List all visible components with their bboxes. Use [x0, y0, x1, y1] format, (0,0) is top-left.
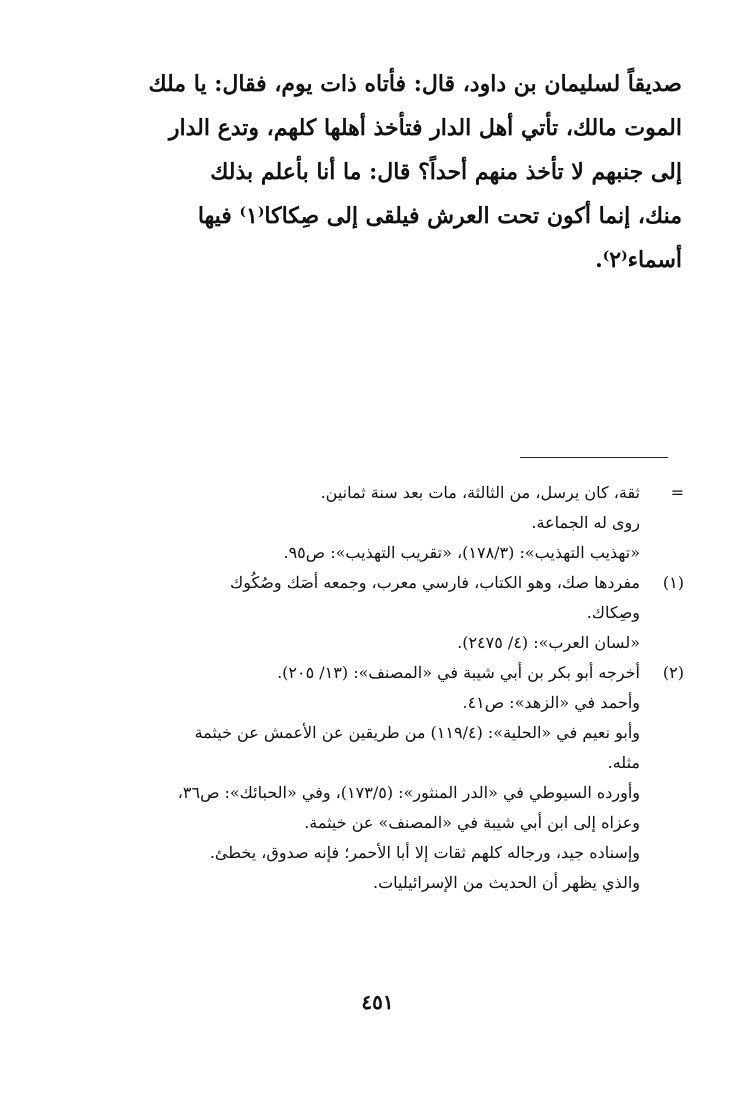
main-text-line: إلى جنبهم لا تأخذ منهم أحداً؟ قال: ما أنا بأعلم بذلك — [210, 159, 682, 185]
footnote-1 — [104, 568, 684, 658]
footnote-line: روى له الجماعة. — [531, 513, 640, 532]
footnote-line: وإسناده جيد، ورجاله كلهم ثقات إلا أبا الأحمر؛ فإنه صدوق، يخطئ. — [209, 843, 640, 862]
footnote-marker: = — [670, 483, 684, 502]
footnote-line: مفردها صك، وهو الكتاب، فارسي معرب، وجمعه أصَك وصُكُوك — [230, 573, 640, 592]
footnote-marker: (٢) — [662, 663, 684, 682]
footnotes — [104, 478, 684, 898]
footnote-line: «تهذيب التهذيب»: (١٧٨/٣)، «تقريب التهذيب»: ص٩٥. — [283, 543, 640, 562]
main-text-line: منك، إنما أكون تحت العرش فيلقى إلى صِكاكا⁽١⁾ فيها — [197, 203, 682, 229]
footnote-line: وأورده السيوطي في «الدر المنثور»: (١٧٣/٥)، وفي «الحبائك»: ص٣٦، — [177, 783, 640, 802]
footnote-marker: (١) — [662, 573, 684, 592]
page-number: ٤٥١ — [361, 990, 394, 1014]
footnote-line: وأحمد في «الزهد»: ص٤١. — [462, 693, 640, 712]
main-text-line: أسماء⁽٢⁾. — [595, 247, 682, 273]
footnote-line: وصِكاك. — [586, 603, 640, 622]
footnote-line: «لسان العرب»: (٤/ ٢٤٧٥). — [457, 633, 640, 652]
footnote-line: ثقة، كان يرسل، من الثالثة، مات بعد سنة ثمانين. — [320, 483, 640, 502]
main-text-line: صديقاً لسليمان بن داود، قال: فأتاه ذات يوم، فقال: يا ملك — [148, 71, 682, 97]
footnote-line: مثله. — [607, 753, 640, 772]
footnote-line: وأبو نعيم في «الحلية»: (١١٩/٤) من طريقين عن الأعمش عن خيثمة — [194, 723, 640, 742]
footnote-line: وعزاه إلى ابن أبي شيبة في «المصنف» عن خيثمة. — [304, 813, 640, 832]
footnote-2 — [104, 658, 684, 898]
main-text-line: الموت مالك، تأتي أهل الدار فتأخذ أهلها كلهم، وتدع الدار — [168, 115, 682, 141]
footnote-line: أخرجه أبو بكر بن أبي شيبة في «المصنف»: (١٣/ ٢٠٥). — [277, 663, 640, 682]
footnote-line: والذي يظهر أن الحديث من الإسرائيليات. — [372, 873, 640, 892]
footnote-continuation — [104, 478, 684, 568]
main-text — [104, 62, 682, 282]
footnote-separator — [520, 457, 668, 458]
